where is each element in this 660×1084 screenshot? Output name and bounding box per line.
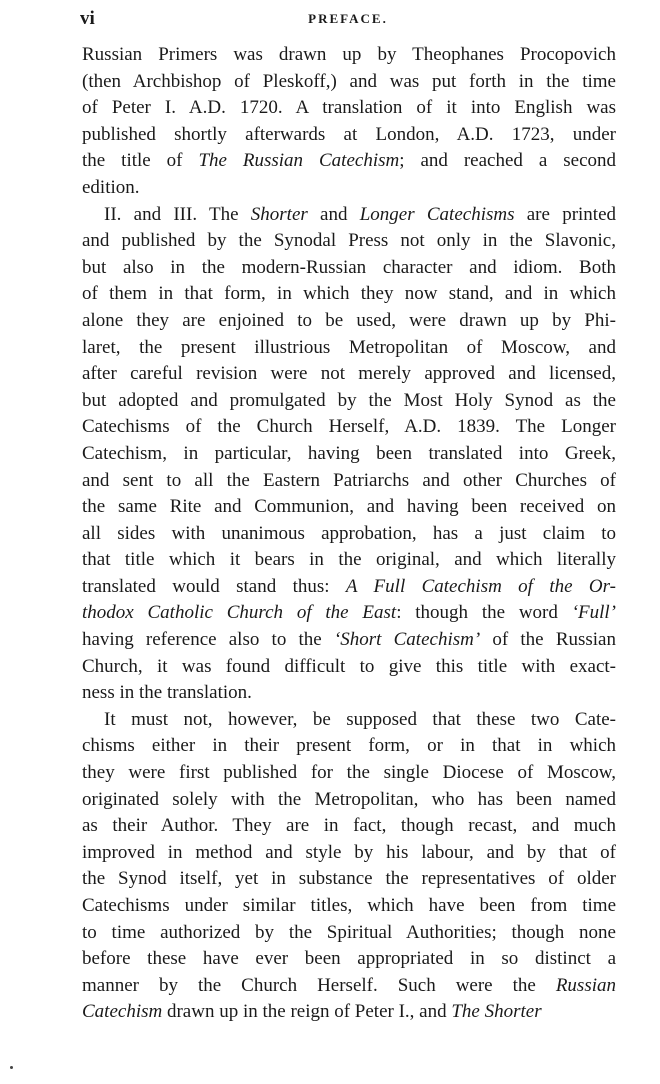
text-run: are printed <box>514 203 617 225</box>
paragraph <box>82 42 616 202</box>
text-line <box>82 707 616 734</box>
text-run: they were first published for the single Diocese of Moscow, <box>82 762 616 784</box>
text-line <box>82 468 616 495</box>
text-line <box>82 547 616 574</box>
italic-run: A Full Catechism of the Or- <box>345 575 616 597</box>
text-line <box>82 228 616 255</box>
italic-run: Longer Catechisms <box>359 203 515 225</box>
text-run: laret, the present illustrious Metropolitan of Moscow, and <box>82 336 616 358</box>
text-run: edition. <box>82 176 140 198</box>
text-line <box>82 255 616 282</box>
text-run: and <box>307 203 360 225</box>
text-line <box>82 574 616 601</box>
text-line <box>82 281 616 308</box>
text-line <box>82 760 616 787</box>
text-run: that title which it bears in the original, and which literally <box>82 549 616 571</box>
running-title: PREFACE. <box>308 11 388 26</box>
text-line <box>82 733 616 760</box>
text-run: before these have ever been appropriated in so distinct a <box>82 948 616 970</box>
text-run: ness in the translation. <box>82 682 252 704</box>
running-head <box>80 8 616 32</box>
text-run: as their Author. They are in fact, though recast, and much <box>82 815 616 837</box>
text-run: after careful revision were not merely approved and licensed, <box>82 363 616 385</box>
text-line <box>82 414 616 441</box>
print-speck <box>10 1066 13 1069</box>
text-line <box>82 654 616 681</box>
text-run: improved in method and style by his labour, and by that of <box>82 841 616 863</box>
text-line <box>82 175 616 202</box>
text-line <box>82 148 616 175</box>
italic-run: ‘Full’ <box>571 602 617 624</box>
text-line <box>82 335 616 362</box>
text-line <box>82 893 616 920</box>
text-run: It must not, however, be supposed that these two Cate- <box>104 708 616 730</box>
text-line <box>82 494 616 521</box>
text-run: but adopted and promulgated by the Most Holy Synod as the <box>82 389 616 411</box>
text-run: all sides with unanimous approbation, has a just claim to <box>82 522 616 544</box>
text-run: but also in the modern-Russian character and idiom. Both <box>82 256 616 278</box>
text-line <box>82 441 616 468</box>
text-run: Catechisms under similar titles, which have been from time <box>82 895 616 916</box>
text-run: Church, it was found difficult to give this title with exact- <box>82 655 616 677</box>
paragraph <box>82 707 616 1026</box>
text-line <box>82 42 616 69</box>
text-run: (then Archbishop of Pleskoff,) and was put forth in the time <box>82 70 616 92</box>
italic-run: Russian <box>555 974 616 996</box>
italic-run: ‘Short Catechism’ <box>333 629 481 651</box>
text-run: originated solely with the Metropolitan, who has been named <box>82 788 616 810</box>
text-run: the title of <box>82 150 199 172</box>
text-line <box>82 308 616 335</box>
text-line <box>82 946 616 973</box>
text-run: II. and III. The <box>104 203 251 225</box>
italic-run: Shorter <box>250 203 308 225</box>
text-line <box>82 973 616 1000</box>
text-line <box>82 680 616 707</box>
text-run: and published by the Synodal Press not only in the Slavonic, <box>82 230 616 252</box>
text-run: having reference also to the <box>82 629 334 651</box>
text-run: Catechism, in particular, having been translated into Greek, <box>82 442 616 464</box>
text-line <box>82 999 616 1026</box>
text-line <box>82 521 616 548</box>
text-run: of Peter I. A.D. 1720. A translation of it into English was <box>82 97 616 119</box>
text-run: chisms either in their present form, or in that in which <box>82 735 616 757</box>
text-run: and sent to all the Eastern Patriarchs and other Churches of <box>82 469 616 491</box>
text-line <box>82 627 616 654</box>
text-run: : though the word <box>396 602 572 624</box>
text-run: the Synod itself, yet in substance the representatives of older <box>82 868 616 890</box>
italic-run: The Russian Catechism <box>198 150 400 172</box>
text-run: to time authorized by the Spiritual Authorities; though none <box>82 921 616 943</box>
text-line <box>82 388 616 415</box>
italic-run: Catechism <box>82 1001 163 1023</box>
text-run: manner by the Church Herself. Such were the <box>82 974 556 996</box>
page-number: vi <box>80 8 95 29</box>
text-run: the same Rite and Communion, and having been received on <box>82 496 616 518</box>
text-run: ; and reached a second <box>399 150 616 172</box>
italic-run: thodox Catholic Church of the East <box>82 602 397 624</box>
text-line <box>82 920 616 947</box>
body-text <box>82 42 616 1026</box>
text-line <box>82 69 616 96</box>
text-run: of them in that form, in which they now stand, and in which <box>82 283 616 305</box>
text-line <box>82 361 616 388</box>
text-run: published shortly afterwards at London, A.D. 1723, under <box>82 123 616 145</box>
text-line <box>82 840 616 867</box>
text-line <box>82 787 616 814</box>
text-run: of the Russian <box>480 629 616 651</box>
text-run: translated would stand thus: <box>82 575 346 597</box>
text-run: drawn up in the reign of Peter I., and <box>162 1001 452 1023</box>
text-line <box>82 813 616 840</box>
text-line <box>82 600 616 627</box>
text-run: Catechisms of the Church Herself, A.D. 1839. The Longer <box>82 416 616 438</box>
paragraph <box>82 202 616 707</box>
text-line <box>82 866 616 893</box>
text-run: alone they are enjoined to be used, were drawn up by Phi- <box>82 309 616 331</box>
italic-run: The Shorter <box>451 1001 542 1023</box>
text-line <box>82 95 616 122</box>
text-line <box>82 202 616 229</box>
text-line <box>82 122 616 149</box>
text-run: Russian Primers was drawn up by Theophanes Procopovich <box>82 44 616 65</box>
